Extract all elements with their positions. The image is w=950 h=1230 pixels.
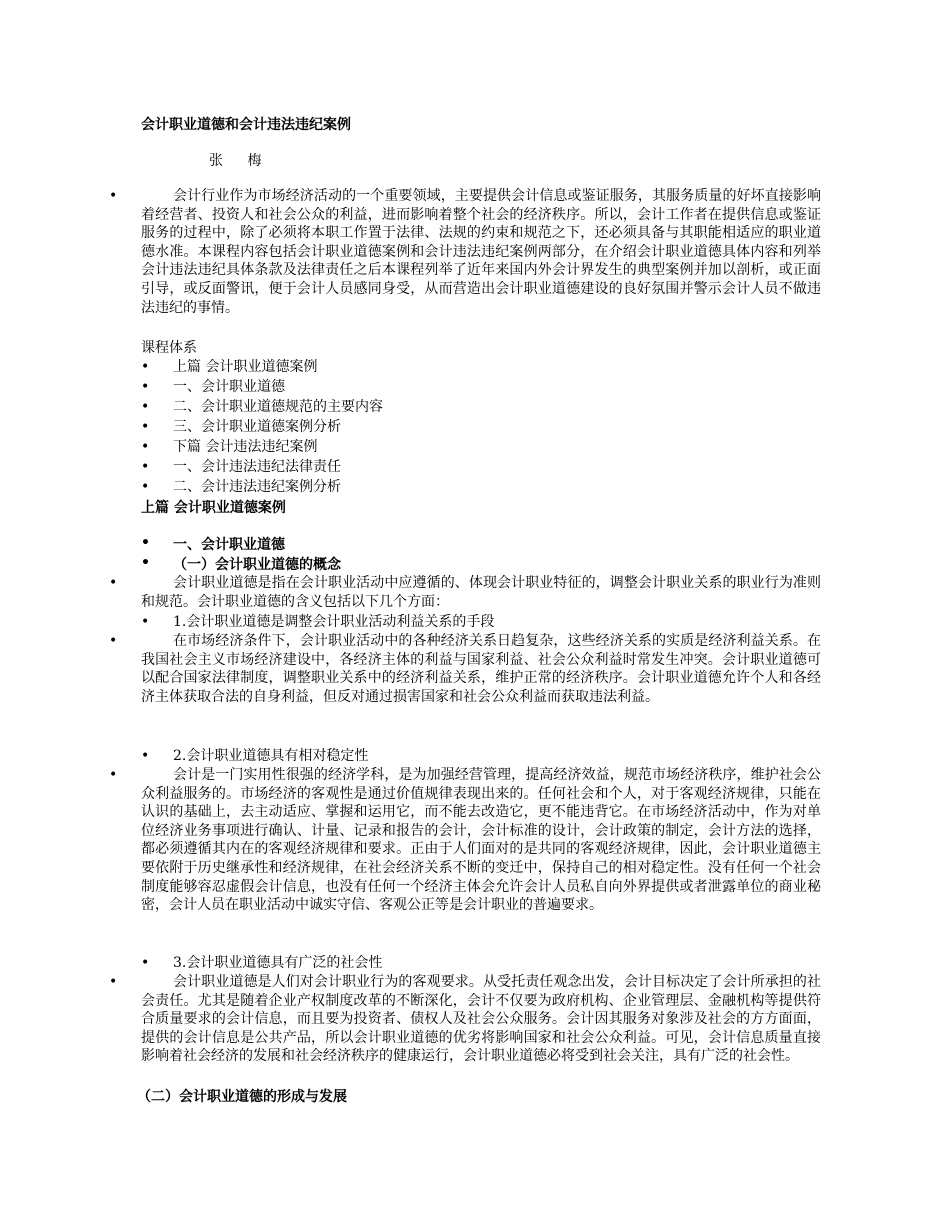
subsection-heading: （一）会计职业道德的概念	[173, 557, 341, 573]
bullet: •	[109, 767, 118, 783]
bullet: •	[141, 399, 150, 415]
bullet: •	[109, 188, 118, 204]
bullet: •	[141, 535, 150, 551]
point-paragraph	[109, 973, 821, 1066]
outline-item: 一、会计职业道德	[173, 379, 285, 395]
bullet: •	[141, 359, 150, 375]
course-system-label: 课程体系	[141, 340, 197, 356]
point-paragraph	[109, 766, 821, 915]
bullet: •	[141, 555, 150, 571]
document-title: 会计职业道德和会计违法违纪案例	[141, 117, 351, 133]
point-text: 在市场经济条件下，会计职业活动中的各种经济关系日趋复杂，这些经济关系的实质是经济利益关系。在我国社会主义市场经济建设中，各经济主体的利益与国家利益、社会公众利益时常发生冲突。会计职业道德可以配合国家法律制度，调整职业关系中的经济利益关系，维护正常的经济秩序。会计职业道德允许个人和各经济主体获取合法的自身利益，但反对通过损害国家和社会公众利益而获取违法利益。	[141, 633, 821, 705]
point-paragraph	[109, 632, 821, 706]
outline-item: 下篇 会计违法违纪案例	[173, 439, 318, 455]
point-title: 3.会计职业道德具有广泛的社会性	[173, 955, 383, 971]
author-name: 张 梅	[209, 153, 272, 169]
subsection-heading: （二）会计职业道德的形成与发展	[137, 1089, 347, 1105]
concept-paragraph	[109, 574, 821, 611]
bullet: •	[141, 479, 150, 495]
outline-item: 一、会计违法违纪法律责任	[173, 459, 341, 475]
bullet: •	[141, 748, 150, 764]
point-title: 1.会计职业道德是调整会计职业活动利益关系的手段	[173, 614, 495, 630]
bullet: •	[141, 459, 150, 475]
point-text: 会计是一门实用性很强的经济学科，是为加强经营管理，提高经济效益，规范市场经济秩序，维护社会公众利益服务的。市场经济的客观性是通过价值规律表现出来的。任何社会和个人，对于客观经济规律，只能在认识的基础上，去主动适应、掌握和运用它，而不能去改造它，更不能违背它。在市场经济活动中，作为对单位经济业务事项进行确认、计量、记录和报告的会计，会计标准的设计，会计政策的制定，会计方法的选择，都必须遵循其内在的客观经济规律和要求。正由于人们面对的是共同的客观经济规律，因此，会计职业道德主要依附于历史继承性和经济规律，在社会经济关系不断的变迁中，保持自己的相对稳定性。没有任何一个社会制度能够容忍虚假会计信息，也没有任何一个经济主体会允许会计人员私自向外界提供或者泄露单位的商业秘密，会计人员在职业活动中诚实守信、客观公正等是会计职业的普遍要求。	[141, 767, 821, 914]
bullet: •	[141, 379, 150, 395]
bullet: •	[109, 974, 118, 990]
outline-item: 三、会计职业道德案例分析	[173, 419, 341, 435]
outline-item: 上篇 会计职业道德案例	[173, 359, 318, 375]
part-heading: 上篇 会计职业道德案例	[141, 500, 286, 516]
bullet: •	[109, 633, 118, 649]
outline-item: 二、会计职业道德规范的主要内容	[173, 399, 383, 415]
bullet: •	[141, 955, 150, 971]
concept-text: 会计职业道德是指在会计职业活动中应遵循的、体现会计职业特征的，调整会计职业关系的职业行为准则和规范。会计职业道德的含义包括以下几个方面：	[141, 575, 821, 610]
bullet: •	[141, 614, 150, 630]
bullet: •	[141, 439, 150, 455]
bullet: •	[141, 419, 150, 435]
outline-item: 二、会计违法违纪案例分析	[173, 479, 341, 495]
intro-paragraph	[109, 187, 821, 317]
intro-text: 会计行业作为市场经济活动的一个重要领域，主要提供会计信息或鉴证服务，其服务质量的好坏直接影响着经营者、投资人和社会公众的利益，进而影响着整个社会的经济秩序。所以，会计工作者在提供信息或鉴证服务的过程中，除了必须将本职工作置于法律、法规的约束和规范之下，还必须具备与其职能相适应的职业道德水准。本课程内容包括会计职业道德案例和会计违法违纪案例两部分，在介绍会计职业道德具体内容和列举会计违法违纪具体条款及法律责任之后本课程列举了近年来国内外会计界发生的典型案例并加以剖析，或正面引导，或反面警讯，便于会计人员感同身受，从而营造出会计职业道德建设的良好氛围并警示会计人员不做违法违纪的事情。	[141, 188, 821, 316]
section-heading: 一、会计职业道德	[173, 537, 285, 553]
point-text: 会计职业道德是人们对会计职业行为的客观要求。从受托责任观念出发，会计目标决定了会计所承担的社会责任。尤其是随着企业产权制度改革的不断深化，会计不仅要为政府机构、企业管理层、金融机构等提供符合质量要求的会计信息，而且要为投资者、债权人及社会公众服务。会计因其服务对象涉及社会的方方面面，提供的会计信息是公共产品，所以会计职业道德的优劣将影响国家和社会公众利益。可见，会计信息质量直接影响着社会经济的发展和社会经济秩序的健康运行，会计职业道德必将受到社会关注，具有广泛的社会性。	[141, 974, 821, 1065]
bullet: •	[109, 575, 118, 591]
point-title: 2.会计职业道德具有相对稳定性	[173, 748, 369, 764]
